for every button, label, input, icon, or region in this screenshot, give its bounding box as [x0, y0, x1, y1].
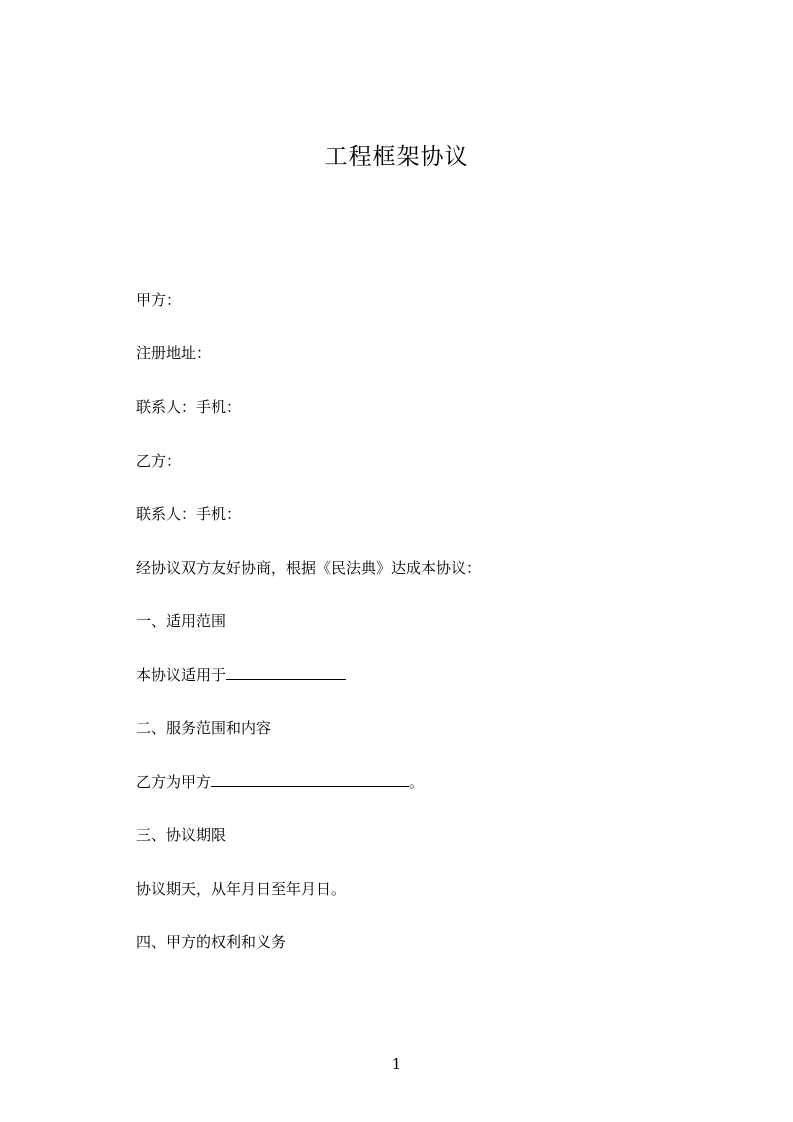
scope-line	[136, 665, 346, 685]
section-three-heading: 三、协议期限	[136, 826, 227, 844]
party-b-line: 乙方：	[136, 452, 182, 470]
section-one-heading: 一、适用范围	[136, 612, 227, 630]
agreement-intro-line: 经协议双方友好协商，根据《民法典》达成本协议：	[136, 559, 482, 577]
document-title: 工程框架协议	[324, 144, 469, 170]
page-number: 1	[391, 1055, 402, 1073]
term-line: 协议期天，从年月日至年月日。	[136, 880, 347, 898]
service-text: 乙方为甲方	[136, 773, 212, 791]
party-a-contact-line: 联系人：手机：	[136, 398, 242, 416]
scope-blank	[226, 665, 346, 680]
section-two-heading: 二、服务范围和内容	[136, 719, 272, 737]
service-line	[136, 772, 424, 792]
service-blank	[211, 772, 409, 787]
party-b-contact-line: 联系人：手机：	[136, 505, 242, 523]
scope-text: 本协议适用于	[136, 666, 227, 684]
service-end: 。	[409, 773, 425, 791]
party-a-line: 甲方：	[136, 291, 182, 309]
section-four-heading: 四、甲方的权利和义务	[136, 933, 287, 951]
registered-address-line: 注册地址：	[136, 344, 212, 362]
